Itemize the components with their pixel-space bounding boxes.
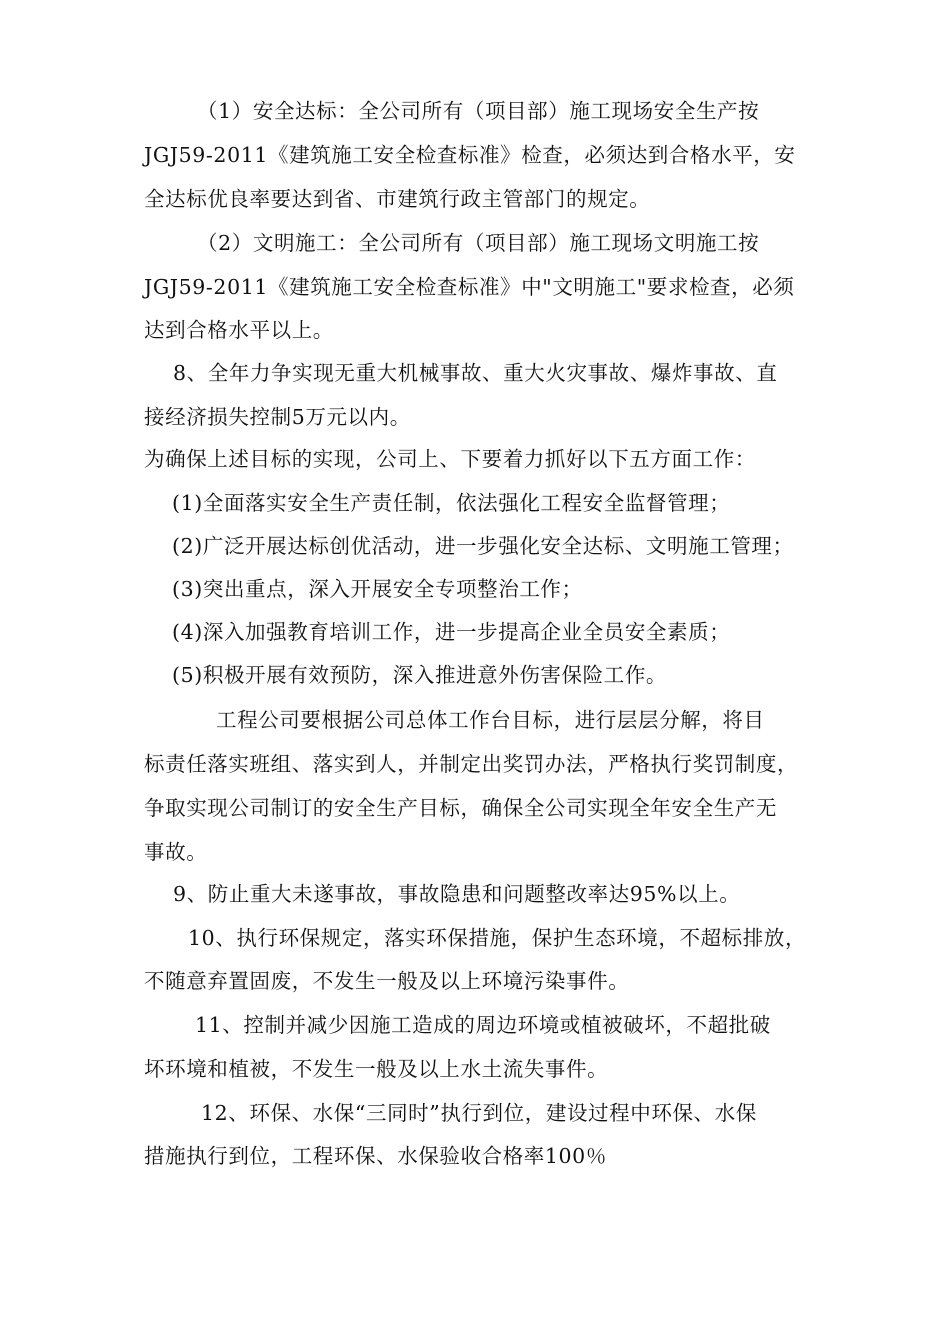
text-line-8: 接经济损失控制5万元以内。 xyxy=(144,405,411,429)
text-line-16: 标责任落实班组、落实到人，并制定出奖罚办法，严格执行奖罚制度， xyxy=(144,752,799,776)
text-line-7: 8、全年力争实现无重大机械事故、重大火灾事故、爆炸事故、直 xyxy=(173,361,778,385)
text-line-14: (5)积极开展有效预防，深入推进意外伤害保险工作。 xyxy=(172,663,668,687)
text-line-22: 11、控制并减少因施工造成的周边环境或植被破坏，不超批破 xyxy=(195,1013,771,1037)
text-line-20: 10、执行环保规定，落实环保措施，保护生态环境，不超标排放， xyxy=(188,926,807,950)
text-line-21: 不随意弃置固废，不发生一般及以上环境污染事件。 xyxy=(144,969,630,993)
text-line-2: JGJ59-2011《建筑施工安全检查标准》检查，必须达到合格水平，安 xyxy=(144,143,796,167)
text-line-24: 12、环保、水保“三同时”执行到位，建设过程中环保、水保 xyxy=(201,1101,757,1125)
text-line-13: (4)深入加强教育培训工作，进一步提高企业全员安全素质； xyxy=(172,620,731,644)
text-line-5: JGJ59-2011《建筑施工安全检查标准》中"文明施工"要求检查，必须 xyxy=(144,275,795,299)
text-line-17: 争取实现公司制订的安全生产目标，确保全公司实现全年安全生产无 xyxy=(144,796,777,820)
text-line-12: (3)突出重点，深入开展安全专项整治工作； xyxy=(172,577,583,601)
text-line-25: 措施执行到位，工程环保、水保验收合格率100％ xyxy=(144,1144,607,1168)
text-line-23: 坏环境和植被，不发生一般及以上水土流失事件。 xyxy=(144,1057,609,1081)
text-line-3: 全达标优良率要达到省、市建筑行政主管部门的规定。 xyxy=(144,187,651,211)
text-line-9: 为确保上述目标的实现，公司上、下要着力抓好以下五方面工作： xyxy=(144,447,756,471)
text-line-15: 工程公司要根据公司总体工作台目标，进行层层分解，将目 xyxy=(216,708,765,732)
text-line-18: 事故。 xyxy=(144,840,208,864)
text-line-11: (2)广泛开展达标创优活动，进一步强化安全达标、文明施工管理； xyxy=(172,534,794,558)
text-line-1: （1）安全达标：全公司所有（项目部）施工现场安全生产按 xyxy=(197,99,760,123)
text-line-4: （2）文明施工：全公司所有（项目部）施工现场文明施工按 xyxy=(197,231,760,255)
text-line-10: (1)全面落实安全生产责任制，依法强化工程安全监督管理； xyxy=(172,491,731,515)
text-line-6: 达到合格水平以上。 xyxy=(144,318,334,342)
text-line-19: 9、防止重大未遂事故，事故隐患和问题整改率达95%以上。 xyxy=(173,882,741,906)
